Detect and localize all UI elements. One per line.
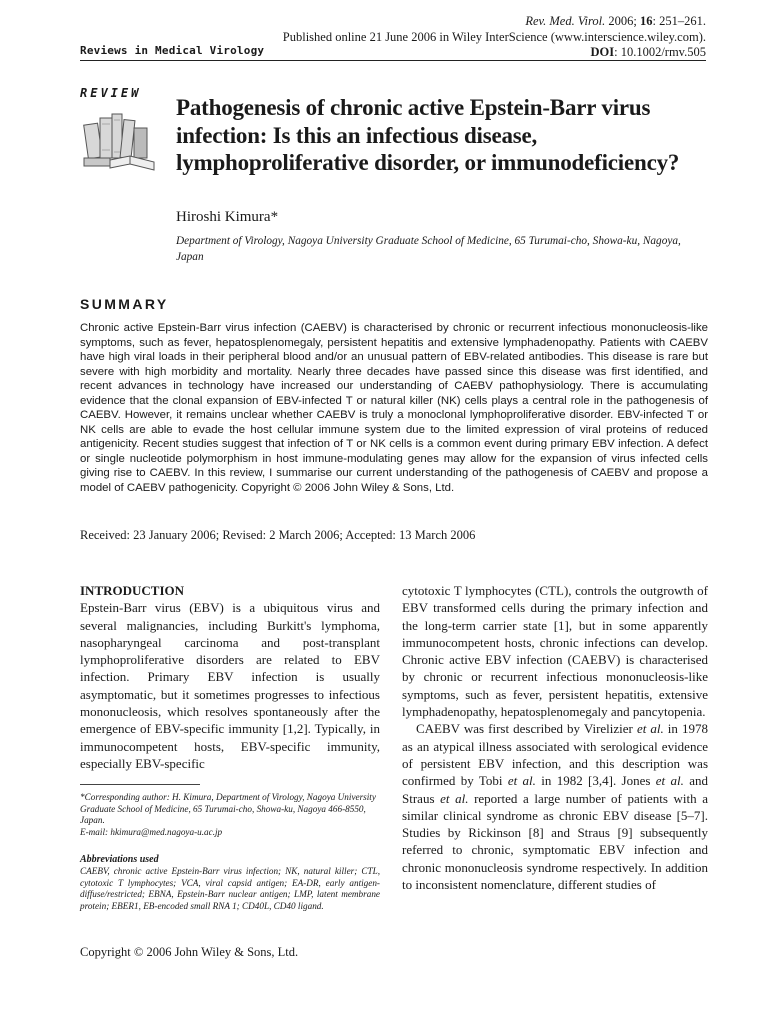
abbreviations-text: CAEBV, chronic active Epstein-Barr virus infection; NK, natural killer; CTL, cytotoxic T lymphocytes; VCA, viral capsid antigen; EA-DR, early antigen-diffuse/restricted; EBNA, Epstein-Barr nuclear antigen; LMP, latent membrane protein; EBER1, EB-encoded small RNA 1; CD40L, CD40 ligand. — [80, 866, 380, 911]
abbreviations-heading: Abbreviations used — [80, 854, 159, 865]
summary-heading: SUMMARY — [80, 296, 169, 312]
article-title: Pathogenesis of chronic active Epstein-Barr virus infection: Is this an infectious disease, lymphoproliferative disorder, or immunodeficiency? — [176, 95, 680, 175]
footnote-rule — [80, 784, 200, 785]
header-rule — [80, 60, 706, 61]
journal-name: Reviews in Medical Virology — [80, 44, 265, 57]
et-al: et al. — [507, 773, 536, 789]
author-name: Hiroshi Kimura* — [176, 209, 279, 225]
text-run: CAEBV was first described by Virelizier — [416, 721, 637, 737]
et-al: et al. — [440, 790, 469, 806]
citation-pages: : 251–261. — [652, 14, 706, 28]
citation-line — [525, 14, 706, 29]
citation-volume: 16 — [640, 14, 653, 28]
right-column — [402, 582, 708, 893]
et-al: et al. — [655, 773, 684, 789]
section-type: REVIEW — [80, 86, 142, 100]
introduction-paragraph-1: Epstein-Barr virus (EBV) is a ubiquitous virus and several malignancies, including Burkitt's lymphoma, nasopharyngeal carcinoma and post-transplant lymphoproliferative disorders are related to EBV infection. Primary EBV infection is usually asymptomatic, but it sometimes progresses to infectious mononucleosis, which resolves spontaneously after the emergence of EBV-specific immunity [1,2]. Typically, in immunocompetent hosts, EBV-specific immunity, especially EBV-specific — [80, 600, 380, 771]
copyright-footer: Copyright © 2006 John Wiley & Sons, Ltd. — [80, 945, 299, 959]
corresponding-author-footnote: *Corresponding author: H. Kimura, Department of Virology, Nagoya University Graduate School of Medicine, 65 Turumai-cho, Showa-ku, Nagoya 466-8550, Japan. E-mail: hkimura@med.nagoya-u.ac.jp — [80, 792, 376, 837]
books-icon — [80, 104, 162, 176]
text-run: in 1978 as an atypical illness associated with serological evidence of persistent EBV infection, and this description was confirmed by Tobi — [402, 721, 708, 789]
doi — [590, 45, 706, 60]
doi-value: : 10.1002/rmv.505 — [614, 45, 706, 59]
left-column — [80, 582, 380, 772]
doi-label: DOI — [590, 45, 615, 59]
introduction-paragraph-3 — [402, 720, 708, 893]
introduction-heading: INTRODUCTION — [80, 583, 185, 598]
et-al: et al. — [636, 721, 664, 737]
citation-year: 2006; — [605, 14, 641, 28]
published-online: Published online 21 June 2006 in Wiley InterScience (www.interscience.wiley.com). — [282, 30, 706, 44]
journal-abbrev: Rev. Med. Virol. — [525, 14, 606, 28]
article-dates: Received: 23 January 2006; Revised: 2 March 2006; Accepted: 13 March 2006 — [80, 528, 476, 542]
introduction-paragraph-2: cytotoxic T lymphocytes (CTL), controls the outgrowth of EBV transformed cells during the primary infection and the long-term carrier state [1], but in some apparently immunocompetent hosts, chronic infections can develop. Chronic active EBV infection (CAEBV) is characterised by chronic or recurrent infectious mononucleosis-like symptoms, such as fever, persistent hepatitis, extensive lymphadenopathy, hepatosplenomegaly and pancytopenia. — [402, 583, 708, 720]
summary-text: Chronic active Epstein-Barr virus infection (CAEBV) is characterised by chronic or recurrent infectious mononucleosis-like symptoms, such as fever, hepatosplenomegaly, persistent hepatitis and extensive lymphadenopathy. Patients with CAEBV have high viral loads in their peripheral blood and/or an unusual pattern of EBV-related antibodies. This disease is rare but severe with high morbidity and mortality. Nearly three decades have passed since this disease was first identified, and recent advances in technology have increased our understanding of CAEBV pathophysiology. There is accumulating evidence that the clonal expansion of EBV-infected T or natural killer (NK) cells plays a central role in the pathogenesis of CAEBV. However, it remains unclear whether CAEBV is truly a monoclonal lymphoproliferative disorder. EBV-infected T or NK cells are able to evade the host cellular immune system due to the limited expression of viral proteins of reduced antigenicity. Recent studies suggest that infection of T or NK cells is a common event during primary EBV infection. A defect or single nucleotide polymorphism in host immune-modulating genes may allow for the expansion of virus infected cells giving rise to CAEBV. In this review, I summarise our current understanding of the pathogenesis of CAEBV and propose a model of CAEBV pathogenicity. Copyright © 2006 John Wiley & Sons, Ltd. — [80, 322, 708, 494]
author-affiliation: Department of Virology, Nagoya University Graduate School of Medicine, 65 Turumai-cho, Showa-ku, Nagoya, Japan — [176, 235, 681, 263]
text-run: reported a large number of patients with a similar clinical syndrome as chronic EBV disease [5–7]. Studies by Rickinson [8] and Straus [9] subsequently referred to chronic, symptomatic EBV infection and chronic mononucleosis syndrome respectively. In addition to inconsistent nomenclature, different studies of — [402, 790, 709, 893]
text-run: and Straus — [402, 773, 708, 806]
text-run: in 1982 [3,4]. Jones — [535, 773, 656, 789]
